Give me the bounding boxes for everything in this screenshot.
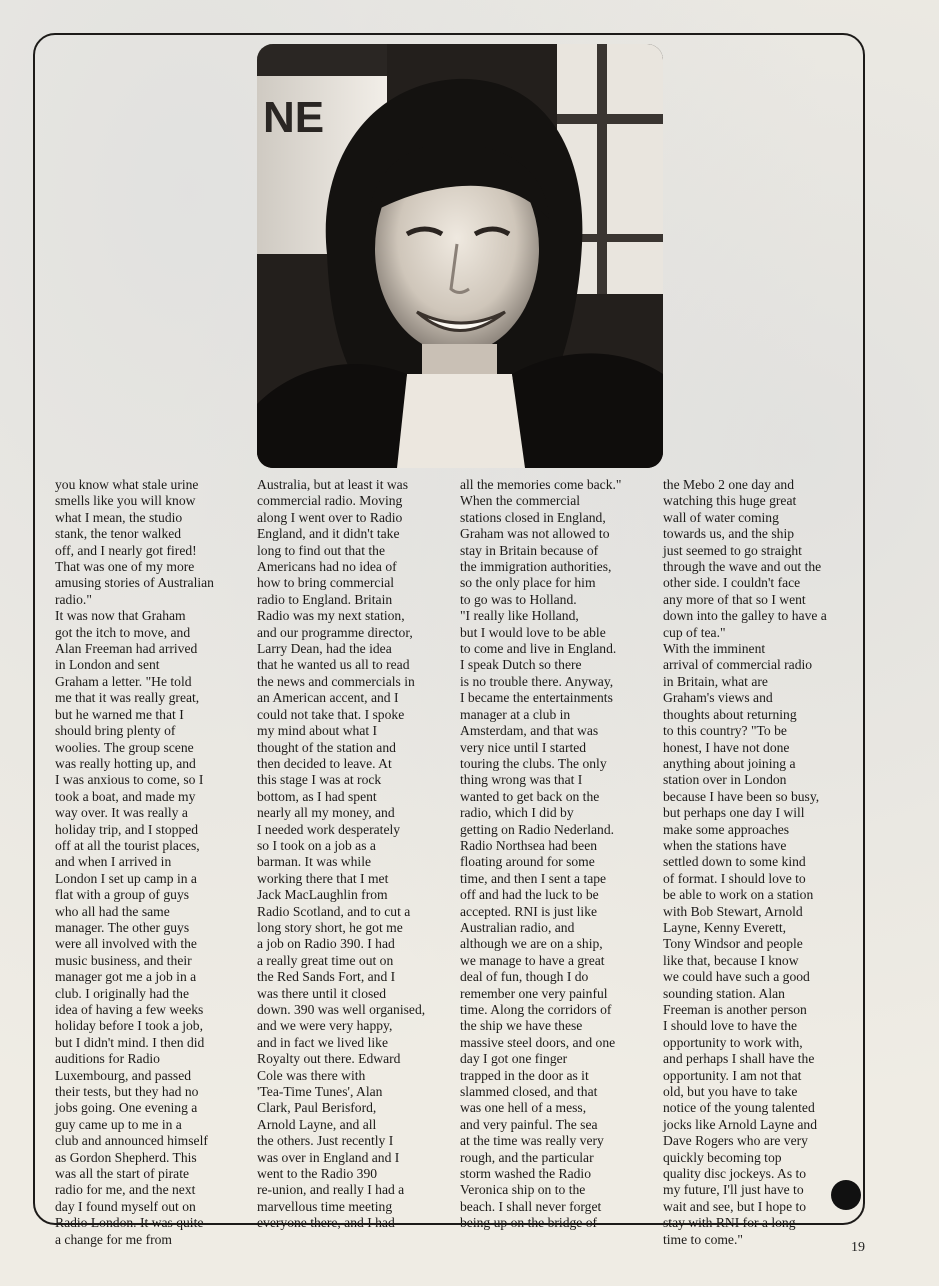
sign-text: NE [263,93,325,142]
article-column-2: Australia, but at least it was commercial radio. Moving along I went over to Radio England, and it didn't take long to find out that the Americans had no idea of how to bring commercial radio to England. Britain Radio was my next station, and our programme director, Larry Dean, had the idea that he wanted us all to read the news and commercials in an American accent, and I could not take that. I spoke my mind about what I thought of the station and then decided to leave. At this stage I was at rock bottom, as I had spent nearly all my money, and I needed work desperately so I took on a job as a barman. It was while working there that I met Jack MacLaughlin from Radio Scotland, and to cut a long story short, he got me a job on Radio 390. I had a really great time out on the Red Sands Fort, and I was there until it closed down. 390 was well organised, and we were very happy, and in fact we lived like Royalty out there. Edward Cole was there with 'Tea-Time Tunes', Alan Clark, Paul Berisford, Arnold Layne, and all the others. Just recently I was over in England and I went to the Radio 390 re-union, and really I had a marvellous time meeting everyone there, and I had [257,477,426,1231]
article-column-3: all the memories come back." When the commercial stations closed in England, Graham was not allowed to stay in Britain because of the immigration authorities, so the only place for him to go was to Holland. "I really like Holland, but I would love to be able to come and live in England. I speak Dutch so there is no trouble there. Anyway, I became the entertainments manager at a club in Amsterdam, and that was very nice until I started touring the clubs. The only thing wrong was that I wanted to get back on the radio, which I did by getting on Radio Nederland. Radio Northsea had been floating around for some time, and then I sent a tape off and had the luck to be accepted. RNI is just like Australian radio, and although we are on a ship, we manage to have a great deal of fun, though I do remember one very painful time. Along the corridors of the ship we have these massive steel doors, and one day I got one finger trapped in the door as it slammed closed, and that was one hell of a mess, and very painful. The sea at the time was really very rough, and the particular storm washed the Radio Veronica ship on to the beach. I shall never forget being up on the bridge of [460,477,622,1231]
article-column-4: the Mebo 2 one day and watching this huge great wall of water coming towards us, and the ship just seemed to go straight through the wave and out the other side. I couldn't face any more of that so I went down into the galley to have a cup of tea." With the imminent arrival of commercial radio in Britain, what are Graham's views and thoughts about returning to this country? "To be honest, I have not done anything about joining a station over in London because I have been so busy, but perhaps one day I will make some approaches when the stations have settled down to some kind of format. I should love to be able to work on a station with Bob Stewart, Arnold Layne, Kenny Everett, Tony Windsor and people like that, because I know we could have such a good sounding station. Alan Freeman is another person I should love to have the opportunity to work with, and perhaps I shall have the opportunity. I am not that old, but you have to take notice of the young talented jocks like Arnold Layne and Dave Rogers who are very quickly becoming top quality disc jockeys. As to my future, I'll just have to wait and see, but I hope to stay with RNI for a long time to come." [663,477,827,1247]
article-column-1: you know what stale urine smells like you will know what I mean, the studio stank, the tenor walked off, and I nearly got fired! That was one of my more amusing stories of Australian radio." It was now that Graham got the itch to move, and Alan Freeman had arrived in London and sent Graham a letter. "He told me that it was really great, but he warned me that I should bring plenty of woolies. The group scene was really hotting up, and I was anxious to come, so I took a boat, and made my way over. It was really a holiday trip, and I stopped off at all the tourist places, and when I arrived in London I set up camp in a flat with a group of guys who all had the same manager. The other guys were all involved with the music business, and their manager got me a job in a club. I originally had the idea of having a few weeks holiday before I took a job, but I didn't mind. I then did auditions for Radio Luxembourg, and passed their tests, but they had no jobs going. One evening a guy came up to me in a club and announced himself as Gordon Shepherd. This was all the start of pirate radio for me, and the next day I found myself out on Radio London. It was quite a change for me from [55,477,214,1247]
end-mark-dot [831,1180,861,1210]
portrait-photo [257,44,663,468]
portrait-illustration [257,44,663,468]
page-number: 19 [851,1240,865,1255]
